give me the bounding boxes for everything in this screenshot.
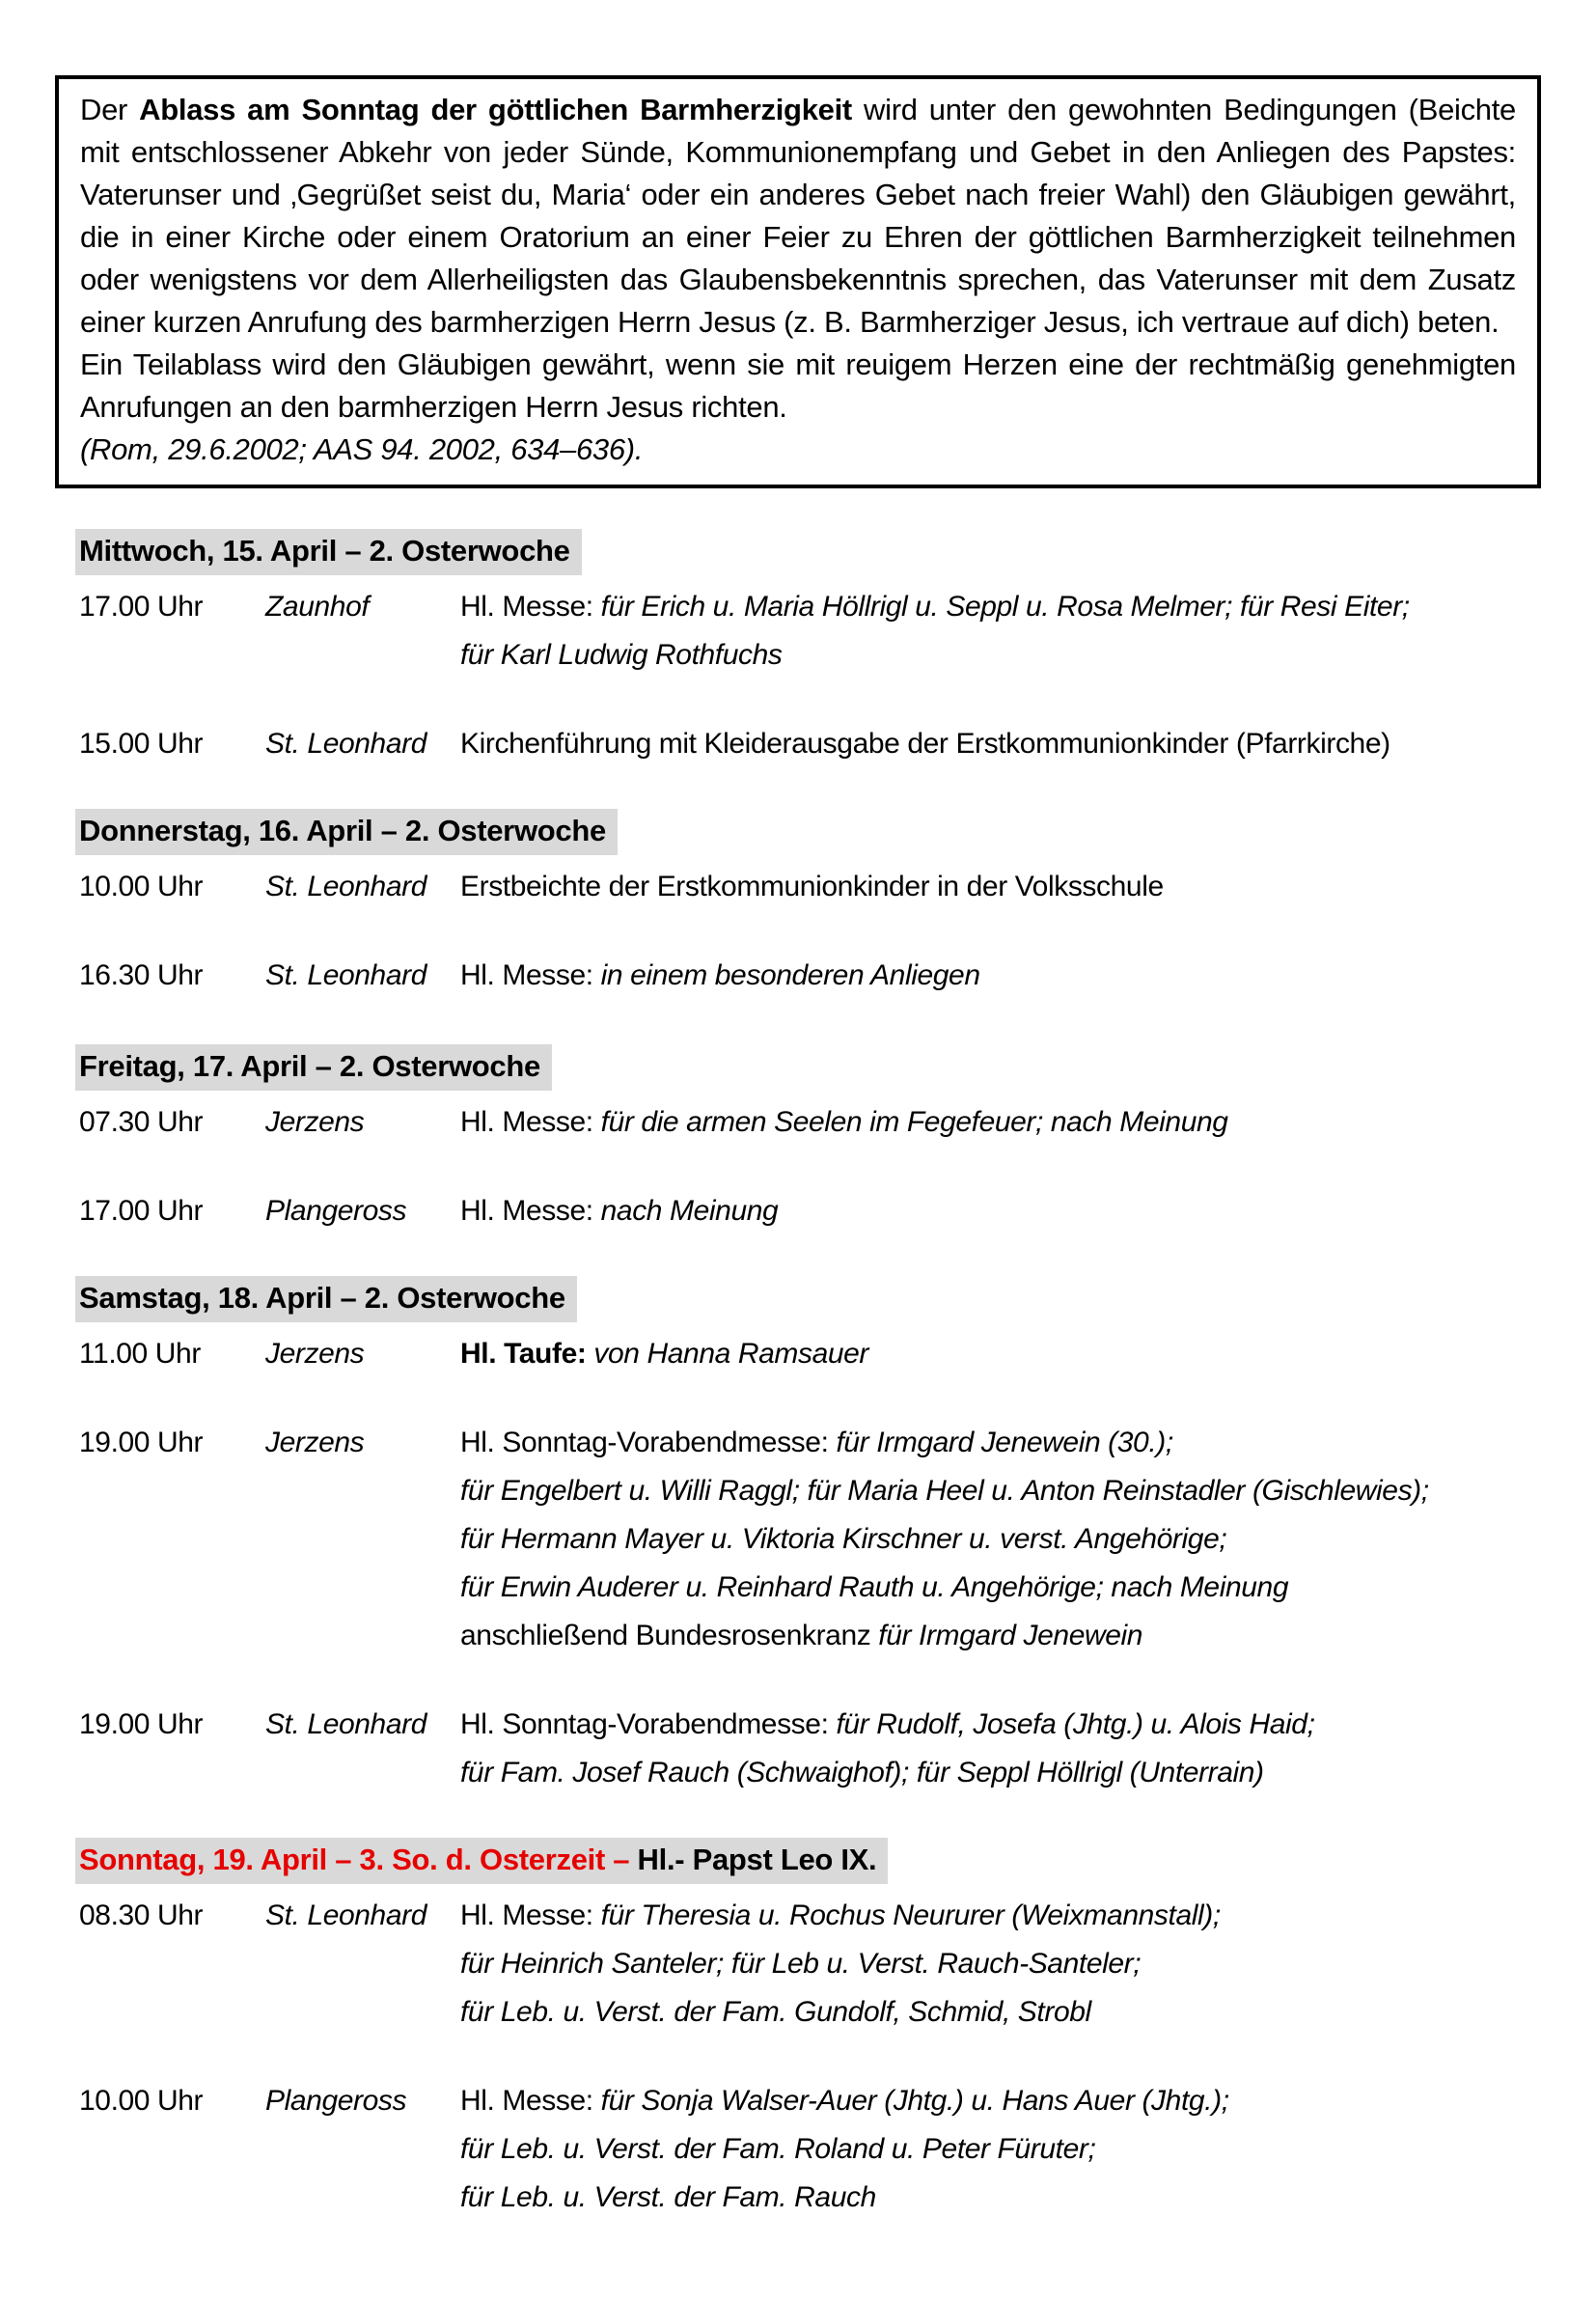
entry-description bbox=[460, 2077, 1541, 2222]
entry-time: 08.30 Uhr bbox=[79, 1899, 204, 1931]
entry-time: 07.30 Uhr bbox=[79, 1106, 204, 1138]
schedule-entry bbox=[79, 952, 1541, 1000]
entry-time: 16.30 Uhr bbox=[79, 959, 204, 991]
entry-description-line bbox=[460, 1187, 1541, 1235]
entry-time: 11.00 Uhr bbox=[79, 1338, 201, 1370]
day-header bbox=[75, 1044, 552, 1091]
entry-description bbox=[460, 1330, 1541, 1378]
entry-description bbox=[460, 1892, 1541, 2037]
day-header-segment-0: Sonntag, 19. April – 3. So. d. Osterzeit – bbox=[79, 1843, 638, 1876]
desc-line-3-segment-0: für Erwin Auderer u. Reinhard Rauth u. Angehörige; nach Meinung bbox=[460, 1571, 1289, 1603]
desc-line-1-segment-0: für Fam. Josef Rauch (Schwaighof); für Seppl Höllrigl (Unterrain) bbox=[460, 1757, 1264, 1788]
entry-description-line bbox=[460, 1467, 1541, 1515]
indulgence-paragraph-segment-1: Ablass am Sonntag der göttlichen Barmherzigkeit bbox=[139, 93, 852, 126]
desc-line-0-segment-1: nach Meinung bbox=[600, 1195, 779, 1227]
entry-description-line bbox=[460, 1419, 1541, 1467]
schedule-entry bbox=[79, 1330, 1541, 1378]
entry-description-line bbox=[460, 631, 1541, 679]
schedule-entry bbox=[79, 1892, 1541, 2037]
desc-line-1-segment-0: für Leb. u. Verst. der Fam. Roland u. Peter Füruter; bbox=[460, 2133, 1096, 2165]
entry-description-line bbox=[460, 1564, 1541, 1612]
entry-description-line bbox=[460, 1940, 1541, 1988]
source-citation bbox=[80, 429, 1516, 471]
entry-description-line bbox=[460, 952, 1541, 1000]
day-section-2 bbox=[79, 1044, 1541, 1235]
desc-line-4-segment-0: anschließend Bundesrosenkranz bbox=[460, 1620, 879, 1651]
desc-line-0-segment-0: Hl. Messe: bbox=[460, 1195, 601, 1227]
entry-description-line bbox=[460, 1330, 1541, 1378]
schedule-entry bbox=[79, 1419, 1541, 1660]
day-header bbox=[75, 529, 582, 575]
schedule-entry bbox=[79, 1701, 1541, 1797]
entry-time: 10.00 Uhr bbox=[79, 871, 204, 902]
entry-time: 19.00 Uhr bbox=[79, 1427, 204, 1458]
desc-line-0-segment-1: für Irmgard Jenewein (30.); bbox=[836, 1427, 1173, 1458]
desc-line-0-segment-0: Erstbeichte der Erstkommunionkinder in der Volksschule bbox=[460, 871, 1164, 902]
mass-schedule bbox=[55, 529, 1541, 2222]
desc-line-0-segment-0: Hl. Sonntag-Vorabendmesse: bbox=[460, 1708, 837, 1740]
desc-line-0-segment-0: Hl. Messe: bbox=[460, 591, 601, 623]
entry-description-line bbox=[460, 1988, 1541, 2037]
schedule-entry bbox=[79, 1098, 1541, 1147]
entry-description bbox=[460, 863, 1541, 911]
desc-line-0-segment-1: für Theresia u. Rochus Neururer (Weixmannstall); bbox=[600, 1899, 1221, 1931]
entry-location: Plangeross bbox=[265, 2085, 407, 2117]
schedule-entry bbox=[79, 1187, 1541, 1235]
desc-line-0-segment-0: Hl. Messe: bbox=[460, 1106, 601, 1138]
entry-description-line bbox=[460, 720, 1541, 768]
desc-line-0-segment-1: für Sonja Walser-Auer (Jhtg.) u. Hans Auer (Jhtg.); bbox=[600, 2085, 1229, 2117]
day-section-1 bbox=[79, 809, 1541, 1000]
entry-location: St. Leonhard bbox=[265, 959, 427, 991]
indulgence-paragraph-segment-2: wird unter den gewohnten Bedingungen (Beichte mit entschlossener Abkehr von jeder Sünde, Kommunionempfang und Gebet in den Anliegen des Papstes: Vaterunser und ‚Gegrüßet seist du, Maria‘ oder ein anderes Gebet nach freier Wahl) den Gläubigen gewährt, die in einer Kirche oder einem Oratorium an einer Feier zu Ehren der göttlichen Barmherzigkeit teilnehmen oder wenigstens vor dem Allerheiligsten das Glaubensbekenntnis sprechen, das Vaterunser mit dem Zusatz einer kurzen Anrufung des barmherzigen Herrn Jesus (z. B. Barmherziger Jesus, ich vertraue auf dich) beten. bbox=[80, 93, 1516, 339]
desc-line-0-segment-0: Hl. Taufe: bbox=[460, 1338, 594, 1370]
indulgence-paragraph bbox=[80, 89, 1516, 344]
day-section-3 bbox=[79, 1276, 1541, 1797]
desc-line-0-segment-0: Hl. Messe: bbox=[460, 959, 601, 991]
entry-description bbox=[460, 720, 1541, 768]
entry-description bbox=[460, 1098, 1541, 1147]
entry-description-line bbox=[460, 1701, 1541, 1749]
schedule-entry bbox=[79, 720, 1541, 768]
desc-line-0-segment-1: für Erich u. Maria Höllrigl u. Seppl u. Rosa Melmer; für Resi Eiter; bbox=[600, 591, 1410, 623]
desc-line-1-segment-0: für Engelbert u. Willi Raggl; für Maria Heel u. Anton Reinstadler (Gischlewies); bbox=[460, 1475, 1429, 1507]
day-header bbox=[75, 1838, 888, 1884]
day-header bbox=[75, 809, 618, 855]
entry-time: 15.00 Uhr bbox=[79, 728, 204, 760]
source-citation-segment-0: (Rom, 29.6.2002; AAS 94. 2002, 634–636). bbox=[80, 432, 644, 466]
entry-location: St. Leonhard bbox=[265, 1708, 427, 1740]
entry-description-line bbox=[460, 1612, 1541, 1660]
day-header-segment-0: Mittwoch, 15. April – 2. Osterwoche bbox=[79, 534, 570, 568]
entry-location: St. Leonhard bbox=[265, 871, 427, 902]
entry-location: Plangeross bbox=[265, 1195, 407, 1227]
desc-line-2-segment-0: für Leb. u. Verst. der Fam. Gundolf, Schmid, Strobl bbox=[460, 1996, 1091, 2028]
entry-description-line bbox=[460, 583, 1541, 631]
day-section-0 bbox=[79, 529, 1541, 768]
entry-description-line bbox=[460, 2174, 1541, 2222]
desc-line-0-segment-1: für Rudolf, Josefa (Jhtg.) u. Alois Haid; bbox=[836, 1708, 1315, 1740]
day-section-4 bbox=[79, 1838, 1541, 2222]
entry-description-line bbox=[460, 1749, 1541, 1797]
schedule-entry bbox=[79, 583, 1541, 679]
entry-description-line bbox=[460, 1892, 1541, 1940]
desc-line-0-segment-1: in einem besonderen Anliegen bbox=[600, 959, 980, 991]
desc-line-2-segment-0: für Leb. u. Verst. der Fam. Rauch bbox=[460, 2181, 876, 2213]
desc-line-0-segment-0: Hl. Messe: bbox=[460, 1899, 601, 1931]
entry-description bbox=[460, 1187, 1541, 1235]
desc-line-2-segment-0: für Hermann Mayer u. Viktoria Kirschner u. verst. Angehörige; bbox=[460, 1523, 1227, 1555]
entry-description-line bbox=[460, 1098, 1541, 1147]
day-header bbox=[75, 1276, 577, 1322]
schedule-entry bbox=[79, 863, 1541, 911]
entry-time: 19.00 Uhr bbox=[79, 1708, 204, 1740]
entry-location: Jerzens bbox=[265, 1338, 365, 1370]
entry-description bbox=[460, 1701, 1541, 1797]
desc-line-4-segment-1: für Irmgard Jenewein bbox=[878, 1620, 1143, 1651]
day-header-segment-0: Freitag, 17. April – 2. Osterwoche bbox=[79, 1049, 540, 1083]
indulgence-paragraph-segment-0: Der bbox=[80, 93, 140, 126]
entry-location: St. Leonhard bbox=[265, 1899, 427, 1931]
desc-line-1-segment-0: für Heinrich Santeler; für Leb u. Verst. Rauch-Santeler; bbox=[460, 1948, 1142, 1980]
indulgence-notice-box bbox=[55, 75, 1541, 488]
entry-location: Jerzens bbox=[265, 1106, 365, 1138]
desc-line-0-segment-0: Hl. Sonntag-Vorabendmesse: bbox=[460, 1427, 837, 1458]
partial-indulgence-paragraph bbox=[80, 344, 1516, 429]
day-header-segment-1: Hl.- Papst Leo IX. bbox=[637, 1843, 877, 1876]
day-header-segment-0: Donnerstag, 16. April – 2. Osterwoche bbox=[79, 814, 606, 847]
entry-description bbox=[460, 1419, 1541, 1660]
entry-location: Jerzens bbox=[265, 1427, 365, 1458]
desc-line-0-segment-0: Hl. Messe: bbox=[460, 2085, 601, 2117]
day-header-segment-0: Samstag, 18. April – 2. Osterwoche bbox=[79, 1281, 565, 1315]
desc-line-0-segment-0: Kirchenführung mit Kleiderausgabe der Erstkommunionkinder (Pfarrkirche) bbox=[460, 728, 1390, 760]
entry-time: 17.00 Uhr bbox=[79, 591, 204, 623]
entry-description-line bbox=[460, 863, 1541, 911]
desc-line-0-segment-1: für die armen Seelen im Fegefeuer; nach Meinung bbox=[600, 1106, 1228, 1138]
schedule-entry bbox=[79, 2077, 1541, 2222]
entry-description-line bbox=[460, 2125, 1541, 2174]
desc-line-0-segment-1: von Hanna Ramsauer bbox=[593, 1338, 869, 1370]
entry-time: 17.00 Uhr bbox=[79, 1195, 204, 1227]
entry-location: St. Leonhard bbox=[265, 728, 427, 760]
entry-description bbox=[460, 952, 1541, 1000]
entry-location: Zaunhof bbox=[265, 591, 370, 623]
partial-indulgence-paragraph-segment-0: Ein Teilablass wird den Gläubigen gewährt, wenn sie mit reuigem Herzen eine der rechtmäßig genehmigten Anrufungen an den barmherzigen Herrn Jesus richten. bbox=[80, 347, 1516, 424]
entry-description-line bbox=[460, 1515, 1541, 1564]
entry-description-line bbox=[460, 2077, 1541, 2125]
entry-description bbox=[460, 583, 1541, 679]
entry-time: 10.00 Uhr bbox=[79, 2085, 204, 2117]
desc-line-1-segment-0: für Karl Ludwig Rothfuchs bbox=[460, 639, 783, 671]
